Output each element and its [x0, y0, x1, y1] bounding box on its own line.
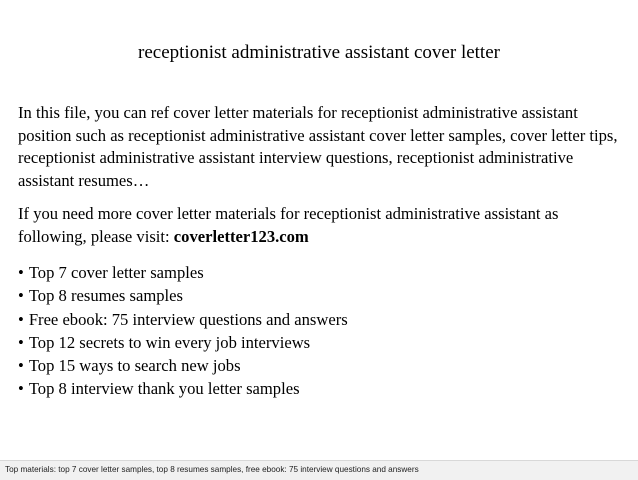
bullet-icon: •	[18, 286, 24, 306]
list-item	[18, 284, 348, 307]
bullet-icon: •	[18, 356, 24, 376]
list-item	[18, 377, 348, 400]
list-item-text: Top 12 secrets to win every job interviews	[28, 332, 311, 352]
bullet-icon: •	[18, 332, 24, 352]
list-item	[18, 261, 348, 284]
bullet-icon: •	[18, 309, 24, 329]
list-item	[18, 331, 348, 354]
list-item-text: Top 7 cover letter samples	[28, 263, 204, 282]
website-link[interactable]: coverletter123.com	[173, 226, 309, 246]
footer-bar	[0, 460, 638, 480]
page-title: receptionist administrative assistant cover letter	[138, 42, 500, 63]
footer-text: Top materials: top 7 cover letter samples, top 8 resumes samples, free ebook: 75 interview questions and answers	[5, 465, 419, 474]
list-item-text: Top 15 ways to search new jobs	[28, 356, 241, 376]
list-item-text: Top 8 resumes samples	[28, 286, 183, 306]
bullet-icon: •	[18, 263, 24, 282]
list-item-text: Free ebook: 75 interview questions and answers	[28, 309, 348, 329]
visit-paragraph-text: If you need more cover letter materials for receptionist administrative assistant as following, please visit:	[18, 204, 559, 246]
list-item	[18, 354, 348, 377]
list-item	[18, 308, 348, 331]
intro-paragraph: In this file, you can ref cover letter materials for receptionist administrative assistant position such as receptionist administrative assistant cover letter samples, cover letter tips, receptionist administrative assistant interview questions, receptionist administrative assistant resumes…	[18, 103, 618, 190]
bullet-icon: •	[18, 379, 24, 399]
list-item-text: Top 8 interview thank you letter samples	[28, 379, 300, 399]
visit-paragraph	[18, 203, 630, 248]
resource-list	[18, 261, 348, 401]
